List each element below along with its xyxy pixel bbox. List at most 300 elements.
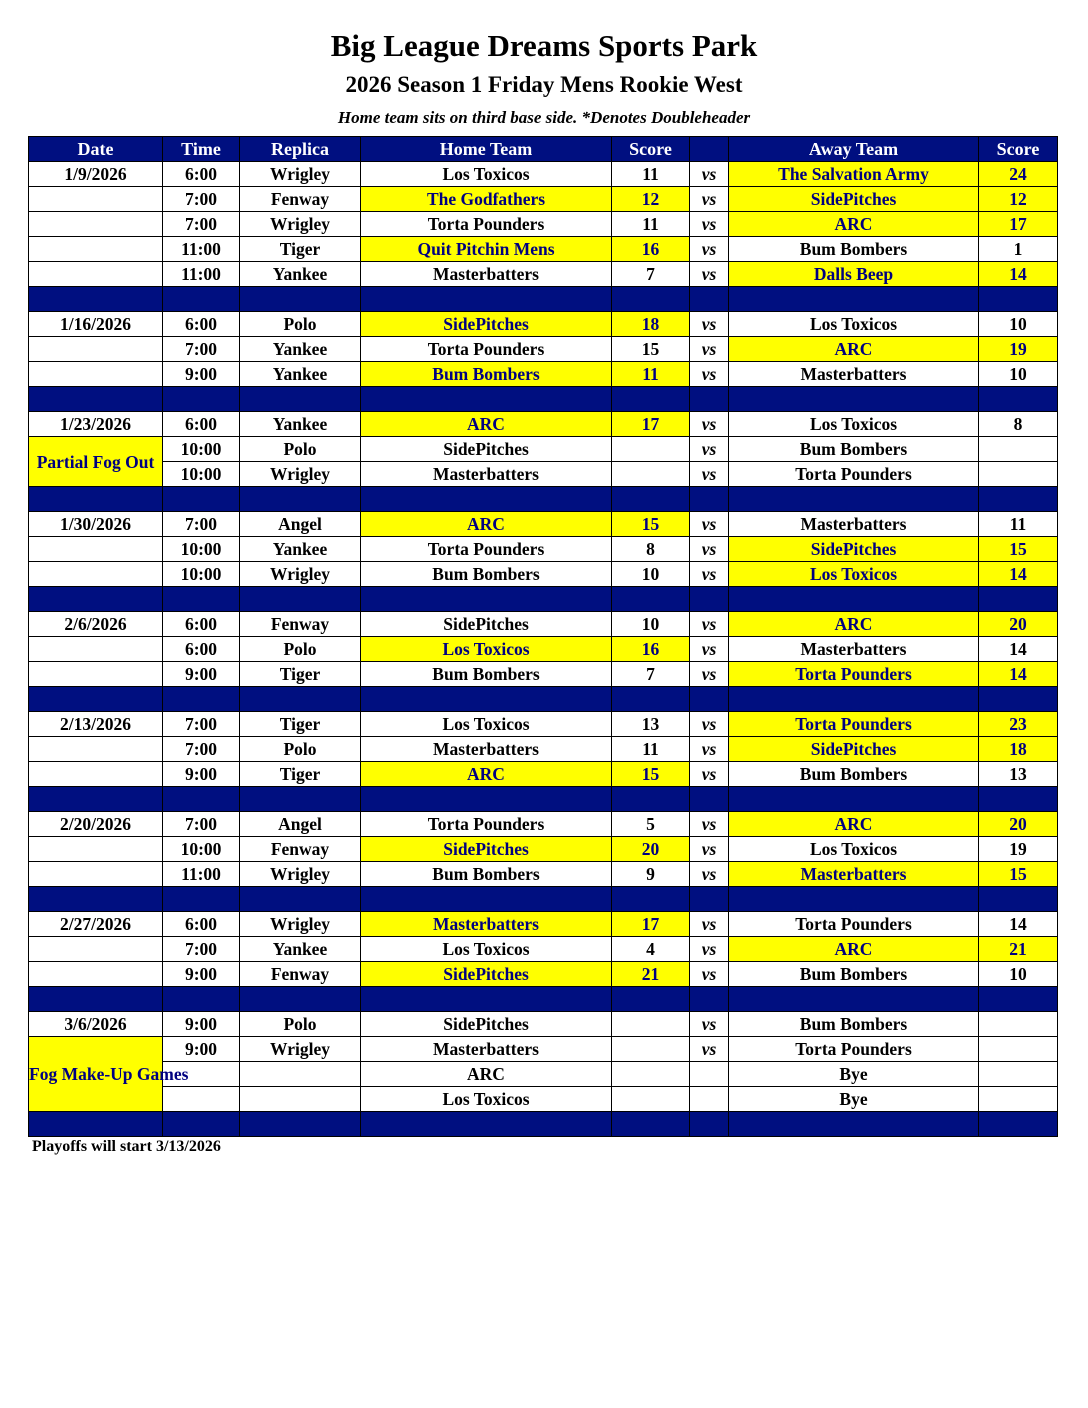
home-team: Bum Bombers: [361, 562, 612, 587]
away-team: ARC: [729, 212, 979, 237]
game-field: Polo: [240, 737, 361, 762]
home-score: 4: [612, 937, 690, 962]
away-team: SidePitches: [729, 187, 979, 212]
separator-cell: [29, 887, 163, 912]
separator-cell: [729, 287, 979, 312]
separator-cell: [979, 387, 1058, 412]
away-team: Bye: [729, 1062, 979, 1087]
page-title: Big League Dreams Sports Park: [330, 28, 758, 63]
table-row: [29, 762, 1058, 787]
separator-cell: [163, 387, 240, 412]
game-time: 10:00: [163, 462, 240, 487]
game-field: Tiger: [240, 762, 361, 787]
separator-cell: [979, 887, 1058, 912]
table-row: [29, 187, 1058, 212]
separator-cell: [240, 287, 361, 312]
separator-row: [29, 1112, 1058, 1137]
home-score: [612, 1087, 690, 1112]
game-time: 11:00: [163, 237, 240, 262]
home-team: Bum Bombers: [361, 862, 612, 887]
home-team: Bum Bombers: [361, 362, 612, 387]
away-score: [979, 1062, 1058, 1087]
game-field: Angel: [240, 512, 361, 537]
separator-cell: [612, 1112, 690, 1137]
separator-cell: [361, 1112, 612, 1137]
separator-cell: [29, 987, 163, 1012]
vs-label: vs: [690, 812, 729, 837]
game-time: 7:00: [163, 737, 240, 762]
separator-cell: [163, 787, 240, 812]
away-score: [979, 437, 1058, 462]
away-team: Masterbatters: [729, 512, 979, 537]
date-cell-empty: [29, 762, 163, 787]
away-team: Torta Pounders: [729, 712, 979, 737]
vs-label: vs: [690, 837, 729, 862]
date-cell-empty: [29, 537, 163, 562]
separator-cell: [729, 987, 979, 1012]
week-note: Fog Make-Up Games: [29, 1037, 163, 1112]
game-time: 7:00: [163, 187, 240, 212]
away-team: Los Toxicos: [729, 562, 979, 587]
separator-cell: [979, 287, 1058, 312]
home-team: Los Toxicos: [361, 1087, 612, 1112]
home-team: Masterbatters: [361, 262, 612, 287]
away-score: 8: [979, 412, 1058, 437]
vs-label: vs: [690, 1012, 729, 1037]
game-date: 1/9/2026: [29, 162, 163, 187]
game-time: 6:00: [163, 612, 240, 637]
away-score: 21: [979, 937, 1058, 962]
home-team: ARC: [361, 762, 612, 787]
home-team: SidePitches: [361, 837, 612, 862]
table-row: [29, 362, 1058, 387]
home-score: 9: [612, 862, 690, 887]
schedule-table: [28, 136, 1058, 1137]
game-field: Yankee: [240, 262, 361, 287]
game-time: 9:00: [163, 962, 240, 987]
away-score: 15: [979, 862, 1058, 887]
home-team: SidePitches: [361, 312, 612, 337]
home-score: [612, 1012, 690, 1037]
vs-label: vs: [690, 362, 729, 387]
game-time: 6:00: [163, 312, 240, 337]
separator-cell: [979, 587, 1058, 612]
away-team: Bum Bombers: [729, 437, 979, 462]
home-team: SidePitches: [361, 962, 612, 987]
game-date: 2/6/2026: [29, 612, 163, 637]
separator-cell: [690, 287, 729, 312]
home-score: 7: [612, 662, 690, 687]
game-time: 7:00: [163, 512, 240, 537]
game-time: 11:00: [163, 262, 240, 287]
away-score: [979, 1087, 1058, 1112]
game-time: 9:00: [163, 1037, 240, 1062]
away-score: 15: [979, 537, 1058, 562]
away-score: 19: [979, 337, 1058, 362]
home-team: Masterbatters: [361, 462, 612, 487]
vs-label: vs: [690, 462, 729, 487]
col-header-away-score: Score: [979, 137, 1058, 162]
home-team: ARC: [361, 512, 612, 537]
away-score: 17: [979, 212, 1058, 237]
separator-cell: [690, 687, 729, 712]
separator-row: [29, 887, 1058, 912]
away-score: 24: [979, 162, 1058, 187]
separator-cell: [240, 787, 361, 812]
game-field: Yankee: [240, 937, 361, 962]
home-score: 15: [612, 762, 690, 787]
away-team: Torta Pounders: [729, 462, 979, 487]
separator-cell: [729, 887, 979, 912]
separator-cell: [361, 687, 612, 712]
away-team: Bum Bombers: [729, 962, 979, 987]
away-score: 13: [979, 762, 1058, 787]
separator-cell: [361, 487, 612, 512]
date-cell-empty: [29, 362, 163, 387]
separator-cell: [729, 787, 979, 812]
table-row: [29, 462, 1058, 487]
game-time: 6:00: [163, 912, 240, 937]
game-field: Polo: [240, 312, 361, 337]
away-team: Torta Pounders: [729, 912, 979, 937]
table-row: [29, 212, 1058, 237]
home-score: 11: [612, 212, 690, 237]
table-row: [29, 662, 1058, 687]
home-score: 10: [612, 562, 690, 587]
home-team: Torta Pounders: [361, 337, 612, 362]
separator-cell: [361, 987, 612, 1012]
home-score: 15: [612, 512, 690, 537]
separator-cell: [163, 687, 240, 712]
game-date: 2/27/2026: [29, 912, 163, 937]
home-team: ARC: [361, 412, 612, 437]
game-field: Fenway: [240, 837, 361, 862]
separator-cell: [690, 387, 729, 412]
game-field: Polo: [240, 1012, 361, 1037]
home-score: 12: [612, 187, 690, 212]
game-field: [240, 1062, 361, 1087]
away-score: 20: [979, 612, 1058, 637]
separator-cell: [29, 487, 163, 512]
game-field: Fenway: [240, 962, 361, 987]
game-field: Fenway: [240, 187, 361, 212]
col-header-away-team: Away Team: [729, 137, 979, 162]
schedule-body: [29, 162, 1058, 1137]
home-score: 5: [612, 812, 690, 837]
separator-cell: [29, 1112, 163, 1137]
table-row: [29, 837, 1058, 862]
table-row: [29, 437, 1058, 462]
home-team: Los Toxicos: [361, 162, 612, 187]
away-team: SidePitches: [729, 737, 979, 762]
separator-cell: [163, 487, 240, 512]
home-score: 10: [612, 612, 690, 637]
home-score: 20: [612, 837, 690, 862]
home-team: Torta Pounders: [361, 212, 612, 237]
home-score: 7: [612, 262, 690, 287]
game-date: 1/23/2026: [29, 412, 163, 437]
vs-label: vs: [690, 562, 729, 587]
separator-cell: [979, 687, 1058, 712]
col-header-home-score: Score: [612, 137, 690, 162]
table-row: [29, 812, 1058, 837]
vs-label: vs: [690, 262, 729, 287]
away-team: Bum Bombers: [729, 762, 979, 787]
separator-cell: [361, 387, 612, 412]
away-team: Los Toxicos: [729, 837, 979, 862]
away-team: Los Toxicos: [729, 312, 979, 337]
separator-cell: [240, 887, 361, 912]
game-time: 9:00: [163, 762, 240, 787]
away-score: 18: [979, 737, 1058, 762]
game-field: Tiger: [240, 712, 361, 737]
separator-cell: [240, 987, 361, 1012]
game-time: 9:00: [163, 662, 240, 687]
away-team: Bum Bombers: [729, 237, 979, 262]
away-team: ARC: [729, 812, 979, 837]
game-time: 9:00: [163, 362, 240, 387]
separator-cell: [690, 987, 729, 1012]
away-score: 14: [979, 662, 1058, 687]
date-cell-empty: [29, 212, 163, 237]
away-team: Bye: [729, 1087, 979, 1112]
game-date: 2/20/2026: [29, 812, 163, 837]
table-row: [29, 412, 1058, 437]
vs-label: vs: [690, 512, 729, 537]
footer-note: Playoffs will start 3/13/2026: [32, 1138, 221, 1155]
vs-label: vs: [690, 212, 729, 237]
home-score: 13: [612, 712, 690, 737]
away-score: 10: [979, 362, 1058, 387]
vs-label: vs: [690, 962, 729, 987]
separator-row: [29, 687, 1058, 712]
game-time: 6:00: [163, 637, 240, 662]
date-cell-empty: [29, 187, 163, 212]
away-score: 10: [979, 312, 1058, 337]
vs-label: vs: [690, 912, 729, 937]
separator-cell: [612, 987, 690, 1012]
table-row: [29, 262, 1058, 287]
table-row: [29, 712, 1058, 737]
away-score: 14: [979, 637, 1058, 662]
game-time: 10:00: [163, 837, 240, 862]
home-team: SidePitches: [361, 437, 612, 462]
away-score: 19: [979, 837, 1058, 862]
separator-cell: [163, 987, 240, 1012]
game-time: 6:00: [163, 162, 240, 187]
game-time: 10:00: [163, 537, 240, 562]
separator-cell: [612, 587, 690, 612]
separator-cell: [612, 887, 690, 912]
separator-row: [29, 487, 1058, 512]
separator-row: [29, 787, 1058, 812]
game-field: Polo: [240, 637, 361, 662]
away-score: 12: [979, 187, 1058, 212]
away-score: 20: [979, 812, 1058, 837]
game-field: Wrigley: [240, 162, 361, 187]
date-cell-empty: [29, 862, 163, 887]
table-row: [29, 1012, 1058, 1037]
game-field: Wrigley: [240, 462, 361, 487]
home-score: 8: [612, 537, 690, 562]
home-team: SidePitches: [361, 612, 612, 637]
separator-cell: [612, 487, 690, 512]
separator-cell: [729, 387, 979, 412]
game-date: 3/6/2026: [29, 1012, 163, 1037]
home-team: Torta Pounders: [361, 812, 612, 837]
separator-cell: [361, 887, 612, 912]
home-team: The Godfathers: [361, 187, 612, 212]
home-score: 18: [612, 312, 690, 337]
separator-row: [29, 587, 1058, 612]
home-team: Quit Pitchin Mens: [361, 237, 612, 262]
separator-row: [29, 987, 1058, 1012]
game-time: 7:00: [163, 712, 240, 737]
game-field: Yankee: [240, 337, 361, 362]
vs-label: vs: [690, 712, 729, 737]
separator-cell: [29, 287, 163, 312]
game-time: 6:00: [163, 412, 240, 437]
home-score: 11: [612, 737, 690, 762]
away-score: 14: [979, 262, 1058, 287]
vs-label: vs: [690, 312, 729, 337]
table-row: [29, 737, 1058, 762]
game-field: Yankee: [240, 362, 361, 387]
col-header-vs: [690, 137, 729, 162]
vs-label: vs: [690, 762, 729, 787]
home-team: Los Toxicos: [361, 712, 612, 737]
game-time: 11:00: [163, 862, 240, 887]
game-date: 1/16/2026: [29, 312, 163, 337]
game-field: Tiger: [240, 237, 361, 262]
table-row: [29, 312, 1058, 337]
game-field: Wrigley: [240, 912, 361, 937]
separator-row: [29, 287, 1058, 312]
separator-cell: [979, 787, 1058, 812]
separator-cell: [690, 487, 729, 512]
game-field: Tiger: [240, 662, 361, 687]
date-cell-empty: [29, 962, 163, 987]
home-team: Los Toxicos: [361, 637, 612, 662]
game-time: 7:00: [163, 937, 240, 962]
game-time: 7:00: [163, 337, 240, 362]
vs-label: vs: [690, 162, 729, 187]
separator-cell: [29, 587, 163, 612]
game-field: Angel: [240, 812, 361, 837]
home-team: Masterbatters: [361, 737, 612, 762]
game-field: Wrigley: [240, 862, 361, 887]
away-score: 11: [979, 512, 1058, 537]
game-date: 1/30/2026: [29, 512, 163, 537]
separator-row: [29, 387, 1058, 412]
date-cell-empty: [29, 637, 163, 662]
vs-label: [690, 1062, 729, 1087]
col-header-time: Time: [163, 137, 240, 162]
separator-cell: [240, 387, 361, 412]
game-field: Fenway: [240, 612, 361, 637]
separator-cell: [163, 887, 240, 912]
table-row: [29, 962, 1058, 987]
date-cell-empty: [29, 837, 163, 862]
game-field: Yankee: [240, 412, 361, 437]
home-team: Los Toxicos: [361, 937, 612, 962]
home-score: 15: [612, 337, 690, 362]
away-team: Torta Pounders: [729, 1037, 979, 1062]
separator-cell: [979, 987, 1058, 1012]
home-team: Masterbatters: [361, 912, 612, 937]
separator-cell: [163, 1112, 240, 1137]
separator-cell: [690, 787, 729, 812]
away-score: 14: [979, 912, 1058, 937]
vs-label: vs: [690, 187, 729, 212]
page-subtitle: 2026 Season 1 Friday Mens Rookie West: [345, 72, 743, 97]
home-score: 17: [612, 412, 690, 437]
game-field: [240, 1087, 361, 1112]
away-score: 23: [979, 712, 1058, 737]
separator-cell: [240, 487, 361, 512]
separator-cell: [729, 487, 979, 512]
game-time: 7:00: [163, 812, 240, 837]
separator-cell: [163, 287, 240, 312]
home-team: Torta Pounders: [361, 537, 612, 562]
date-cell-empty: [29, 262, 163, 287]
home-score: 16: [612, 637, 690, 662]
home-team: Bum Bombers: [361, 662, 612, 687]
separator-cell: [690, 1112, 729, 1137]
separator-cell: [690, 587, 729, 612]
separator-cell: [729, 587, 979, 612]
table-row: [29, 512, 1058, 537]
separator-cell: [612, 787, 690, 812]
week-note: Partial Fog Out: [29, 437, 163, 487]
vs-label: vs: [690, 412, 729, 437]
table-row: [29, 1037, 1058, 1062]
table-row: [29, 337, 1058, 362]
game-time: 10:00: [163, 562, 240, 587]
away-score: 10: [979, 962, 1058, 987]
table-row: [29, 937, 1058, 962]
header-row: [29, 137, 1058, 162]
separator-cell: [29, 787, 163, 812]
separator-cell: [612, 387, 690, 412]
vs-label: vs: [690, 612, 729, 637]
date-cell-empty: [29, 337, 163, 362]
vs-label: vs: [690, 662, 729, 687]
separator-cell: [612, 687, 690, 712]
vs-label: vs: [690, 1037, 729, 1062]
separator-cell: [979, 487, 1058, 512]
separator-cell: [729, 687, 979, 712]
table-row: [29, 862, 1058, 887]
away-team: Dalls Beep: [729, 262, 979, 287]
vs-label: vs: [690, 437, 729, 462]
separator-cell: [690, 887, 729, 912]
away-team: ARC: [729, 337, 979, 362]
table-row: [29, 912, 1058, 937]
separator-cell: [361, 587, 612, 612]
home-score: [612, 1062, 690, 1087]
away-team: Torta Pounders: [729, 662, 979, 687]
separator-cell: [240, 1112, 361, 1137]
home-score: 21: [612, 962, 690, 987]
home-score: 17: [612, 912, 690, 937]
game-time: [163, 1087, 240, 1112]
table-row: [29, 162, 1058, 187]
home-score: 16: [612, 237, 690, 262]
game-date: 2/13/2026: [29, 712, 163, 737]
separator-cell: [979, 1112, 1058, 1137]
col-header-date: Date: [29, 137, 163, 162]
